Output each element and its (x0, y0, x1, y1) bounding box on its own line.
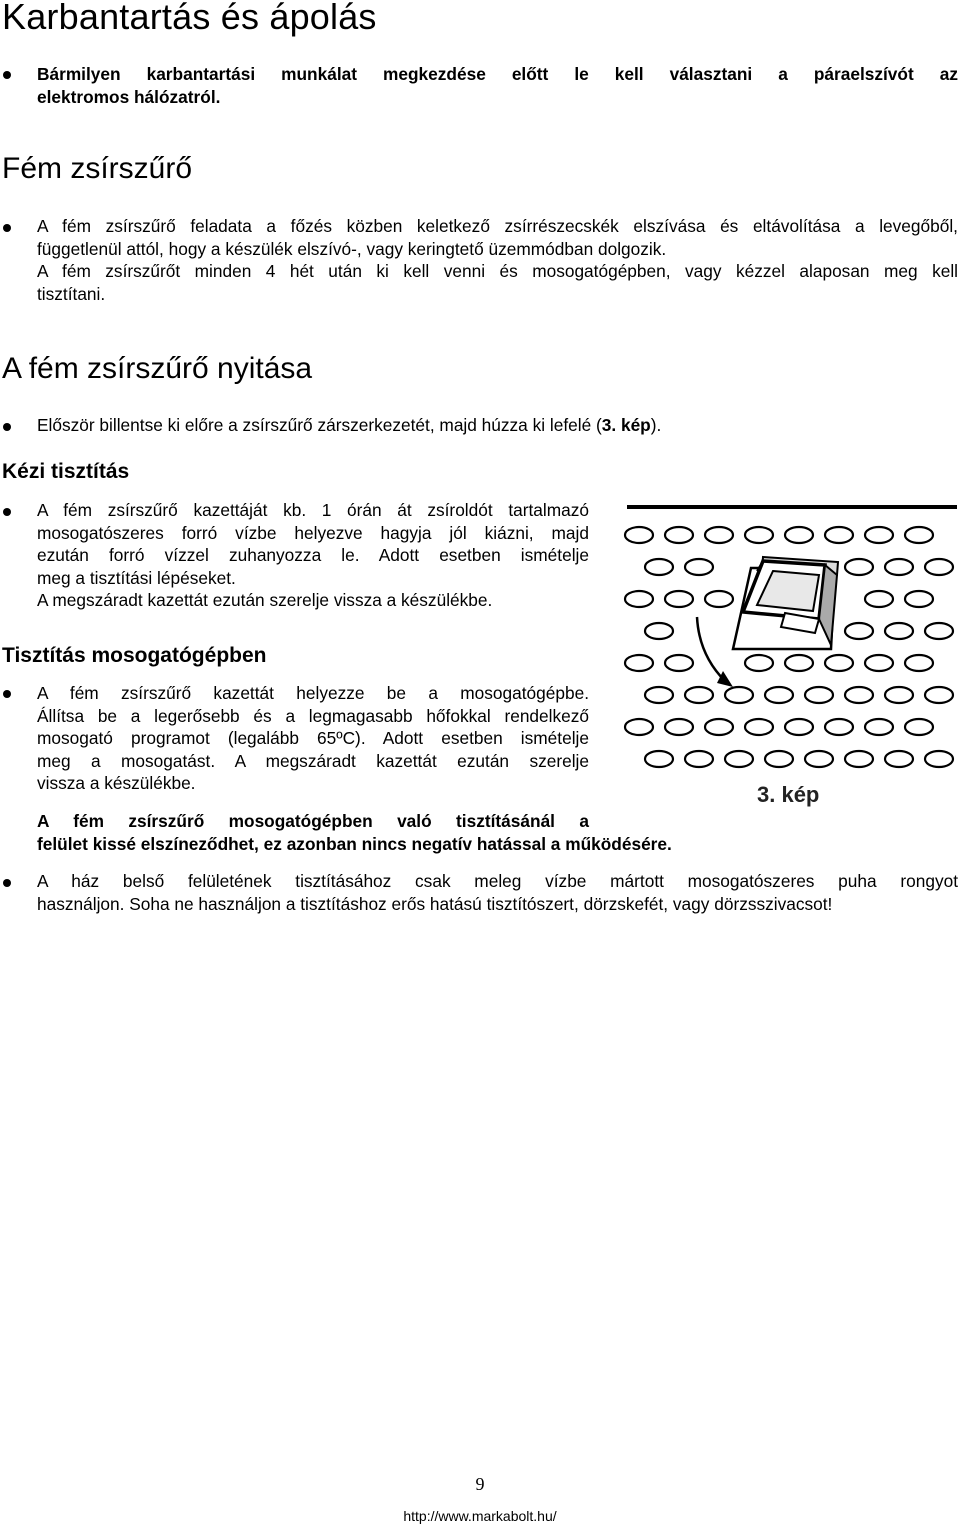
filter-hole (625, 591, 653, 607)
filter-hole (725, 687, 753, 703)
filter-hole (845, 751, 873, 767)
text-line: A fém zsírszűrő kazettát helyezze be a mosogatógépbe. (37, 683, 589, 703)
filter-hole (845, 623, 873, 639)
text-line: felület kissé elszíneződhet, ez azonban nincs negatív hatással a működésére. (37, 833, 672, 854)
filter-hole (625, 719, 653, 735)
text-segment: Először billentse ki előre a zsírszűrő zárszerkezetét, majd húzza ki lefelé ( (37, 415, 602, 435)
metal-filter-description (37, 215, 958, 305)
filter-hole (765, 751, 793, 767)
filter-hole (825, 719, 853, 735)
filter-hole (745, 719, 773, 735)
filter-removal-drawing (623, 505, 959, 810)
text-segment: ). (650, 415, 662, 435)
filter-hole (825, 655, 853, 671)
subheading-manual-cleaning: Kézi tisztítás (2, 460, 130, 483)
text-line: A fém zsírszűrőt minden 4 hét után ki kell venni és mosogatógépben, vagy kézzel alaposan meg kell (37, 261, 958, 281)
filter-hole (925, 687, 953, 703)
filter-hole (685, 559, 713, 575)
bullet-point (3, 423, 11, 431)
text-line: A ház belső felületének tisztításához csak meleg vízbe mártott mosogatószeres puha rongyot (37, 871, 958, 891)
text-line: Bármilyen karbantartási munkálat megkezdése előtt le kell választani a páraelszívót az (37, 64, 958, 84)
filter-hole (845, 559, 873, 575)
subheading-dishwasher-cleaning: Tisztítás mosogatógépben (2, 644, 267, 667)
page-title: Karbantartás és ápolás (2, 0, 377, 37)
filter-hole (905, 719, 933, 735)
bullet-point (3, 508, 11, 516)
filter-hole (825, 527, 853, 543)
filter-hole (785, 719, 813, 735)
text-line: meg a tisztítási lépéseket. (37, 567, 236, 588)
text-line: meg a mosogatást. A megszáradt kazettát ezután szerelje (37, 750, 589, 771)
text-line: vissza a készülékbe. (37, 773, 196, 793)
hood-edge-line (627, 505, 957, 509)
filter-hole (885, 687, 913, 703)
filter-hole (665, 527, 693, 543)
filter-hole (645, 687, 673, 703)
opening-instructions (37, 414, 958, 437)
filter-hole (905, 527, 933, 543)
filter-hole (805, 687, 833, 703)
filter-hole (665, 591, 693, 607)
bullet-point (3, 71, 11, 79)
text-line: A fém zsírszűrő mosogatógépben való tisztításánál a (37, 811, 589, 831)
section-heading-filter-opening: A fém zsírszűrő nyitása (2, 352, 313, 385)
text-line: A megszáradt kazettát ezután szerelje vissza a készülékbe. (37, 590, 493, 610)
housing-cleaning-text (37, 870, 958, 915)
arrow-path (697, 617, 725, 681)
text-line: A fém zsírszűrő kazettáját kb. 1 órán át zsíroldót tartalmazó (37, 500, 589, 520)
filter-hole (765, 687, 793, 703)
filter-hole (645, 751, 673, 767)
filter-hole (745, 527, 773, 543)
text-line: elektromos hálózatról. (37, 86, 221, 107)
filter-hole (865, 655, 893, 671)
filter-hole (705, 527, 733, 543)
filter-hole (905, 591, 933, 607)
filter-hole (665, 655, 693, 671)
filter-hole (685, 751, 713, 767)
filter-hole (705, 591, 733, 607)
bullet-point (3, 879, 11, 887)
filter-hole (665, 719, 693, 735)
footer-url: http://www.markabolt.hu/ (403, 1508, 557, 1524)
text-line: Állítsa be a legerősebb és a legmagasabb hőfokkal rendelkező (37, 705, 589, 726)
filter-hole (645, 559, 673, 575)
filter-hole (885, 623, 913, 639)
dishwasher-cleaning-text (37, 682, 589, 795)
filter-hole (625, 527, 653, 543)
filter-hole (785, 527, 813, 543)
filter-hole (925, 751, 953, 767)
text-line: mosogató programot (legalább 65ºC). Adott esetben ismételje (37, 728, 589, 748)
filter-hole (925, 623, 953, 639)
filter-hole (745, 655, 773, 671)
text-line: függetlenül attól, hogy a készülék elszívó-, vagy keringtető üzemmódban dolgozik. (37, 238, 667, 259)
filter-hole (865, 719, 893, 735)
text-line: tisztítani. (37, 283, 106, 304)
filter-hole (905, 655, 933, 671)
filter-hole (645, 623, 673, 639)
filter-hole (865, 527, 893, 543)
filter-hole (625, 655, 653, 671)
dishwasher-warning (37, 810, 777, 855)
text-line: A fém zsírszűrő feladata a főzés közben keletkező zsírrészecskék elszívása és eltávolítása a levegőből, (37, 216, 958, 236)
filter-hole (785, 655, 813, 671)
bullet-point (3, 690, 11, 698)
filter-removal-illustration (623, 505, 959, 810)
text-line: használjon. Soha ne használjon a tisztításhoz erős hatású tisztítószert, dörzskefét, vagy dörzsszivacsot! (37, 893, 833, 914)
figure-caption: 3. kép (757, 782, 820, 807)
filter-hole (685, 687, 713, 703)
filter-hole (885, 751, 913, 767)
section-heading-metal-filter: Fém zsírszűrő (2, 152, 193, 185)
manual-cleaning-text (37, 499, 589, 612)
figure-reference: 3. kép (601, 415, 651, 435)
filter-cassette (733, 557, 838, 649)
text-line: ezután forró vízzel zuhanyozza le. Adott esetben ismételje (37, 545, 589, 565)
maintenance-warning (37, 63, 958, 108)
filter-hole (925, 559, 953, 575)
filter-hole (725, 751, 753, 767)
page-number: 9 (475, 1474, 485, 1494)
bullet-point (3, 224, 11, 232)
filter-hole (845, 687, 873, 703)
text-line: mosogatószeres forró vízbe helyezve hagyja jól kiázni, majd (37, 522, 589, 543)
filter-hole (885, 559, 913, 575)
filter-hole (865, 591, 893, 607)
filter-hole (705, 719, 733, 735)
filter-hole (805, 751, 833, 767)
